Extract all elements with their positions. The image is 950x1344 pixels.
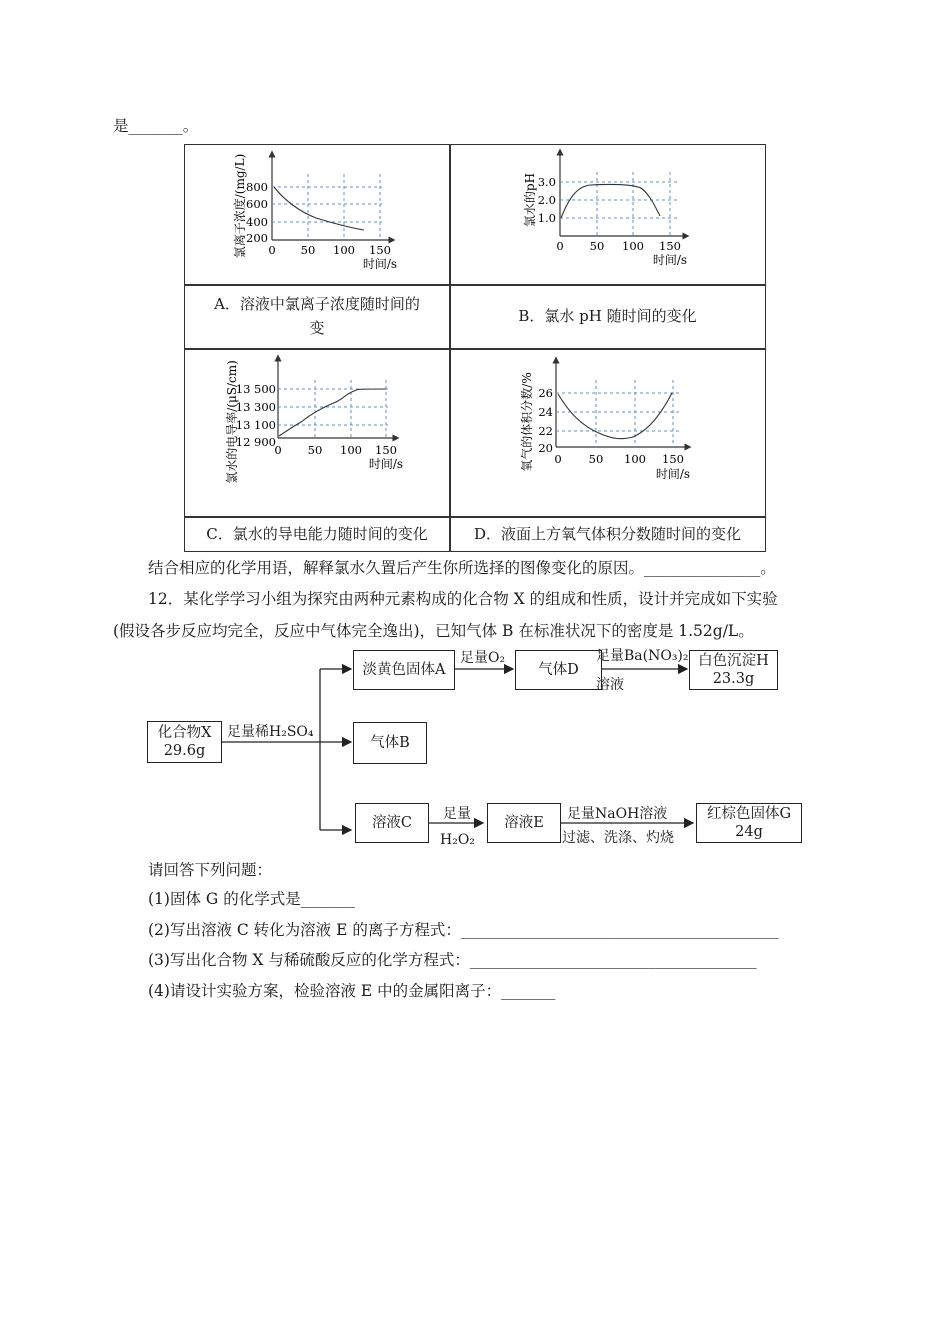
x-axis-label: 时间/s <box>655 467 691 481</box>
h2o2-label-1: 足量 <box>443 806 471 822</box>
y-axis-label: 氯水的pH <box>523 172 537 228</box>
question-1: (1)固体 G 的化学式是_______ <box>148 890 355 908</box>
ytick: 13 100 <box>235 418 276 432</box>
precipitate-h-box <box>689 650 778 690</box>
ytick: 800 <box>246 180 268 194</box>
xtick: 150 <box>662 452 684 466</box>
ytick: 26 <box>538 386 553 400</box>
ytick: 13 300 <box>235 400 276 414</box>
question-12-line-1: 12．某化学学习小组为探究由两种元素构成的化合物 X 的组成和性质，设计并完成如下实验 <box>148 590 778 608</box>
compound-x-mass: 29.6g <box>163 743 206 759</box>
ytick: 400 <box>246 215 268 229</box>
xtick: 0 <box>554 452 562 466</box>
compound-x-name: 化合物X <box>157 725 212 741</box>
ytick: 13 500 <box>235 382 276 396</box>
option-a-caption-line: 变 <box>309 319 325 337</box>
compound-x-box <box>147 721 222 763</box>
precipitate-h-name: 白色沉淀H <box>698 653 769 669</box>
xtick: 50 <box>307 443 323 457</box>
solution-e-box: 溶液E <box>487 803 561 843</box>
option-a-caption-line: A．溶液中氯离子浓度随时间的 <box>214 295 420 313</box>
graph-a-chloride-concentration <box>186 146 448 283</box>
solid-g-mass: 24g <box>735 824 763 840</box>
h2o2-label-2: H₂O₂ <box>440 832 475 848</box>
explain-prompt: 结合相应的化学用语，解释氯水久置后产生你所选择的图像变化的原因。_______________。 <box>148 559 776 577</box>
xtick: 0 <box>268 243 276 257</box>
x-axis-label: 时间/s <box>368 457 404 471</box>
oxygen-reagent-label: 足量O₂ <box>460 650 506 666</box>
xtick: 50 <box>588 452 604 466</box>
ytick: 20 <box>538 441 553 455</box>
solid-a-box: 淡黄色固体A <box>353 650 455 690</box>
ytick: 3.0 <box>537 175 556 189</box>
solution-c-box: 溶液C <box>355 803 429 843</box>
xtick: 100 <box>340 443 362 457</box>
questions-prompt: 请回答下列问题： <box>148 861 273 879</box>
ytick: 200 <box>246 231 268 245</box>
graph-d-oxygen-fraction <box>451 350 764 515</box>
answer-blank-line: 是_______。 <box>113 117 199 135</box>
ytick: 22 <box>538 424 553 438</box>
table-divider <box>184 284 766 286</box>
solid-g-name: 红棕色固体G <box>706 806 792 822</box>
xtick: 50 <box>589 239 605 253</box>
xtick: 150 <box>369 243 391 257</box>
naoh-label-1: 足量NaOH溶液 <box>567 806 668 822</box>
xtick: 100 <box>622 239 644 253</box>
xtick: 100 <box>333 243 355 257</box>
ytick: 24 <box>538 405 553 419</box>
graph-b-ph <box>451 146 764 283</box>
acid-reagent-label: 足量稀H₂SO₄ <box>227 724 314 740</box>
y-axis-label: 氯离子浓度/(mg/L) <box>233 153 247 259</box>
xtick: 150 <box>375 443 397 457</box>
xtick: 100 <box>624 452 646 466</box>
table-divider <box>184 516 766 518</box>
ytick: 600 <box>246 197 268 211</box>
question-2: (2)写出溶液 C 转化为溶液 E 的离子方程式：_________________________________________ <box>148 921 779 939</box>
y-axis-label: 氧气的体积分数/% <box>520 372 534 472</box>
precipitate-h-mass: 23.3g <box>712 671 755 687</box>
graph-c-conductivity <box>186 350 448 515</box>
option-b-caption: B．氯水 pH 随时间的变化 <box>518 307 697 325</box>
gas-b-box: 气体B <box>353 722 427 764</box>
gas-d-box: 气体D <box>515 650 602 690</box>
xtick: 150 <box>659 239 681 253</box>
option-c-caption: C．氯水的导电能力随时间的变化 <box>206 525 428 543</box>
naoh-label-2: 过滤、洗涤、灼烧 <box>562 830 674 846</box>
option-a-caption <box>186 292 448 340</box>
ytick: 1.0 <box>537 211 556 225</box>
question-4: (4)请设计实验方案，检验溶液 E 中的金属阳离子：_______ <box>148 982 556 1000</box>
option-d-caption: D．液面上方氧气体积分数随时间的变化 <box>473 525 742 543</box>
ytick: 12 900 <box>235 435 276 449</box>
barium-nitrate-label-2: 溶液 <box>596 677 624 693</box>
question-12-line-2: (假设各步反应均完全，反应中气体完全逸出)，已知气体 B 在标准状况下的密度是 1.52g/L。 <box>113 622 754 640</box>
y-axis-label: 氯水的电导率/(μS/cm) <box>225 360 239 484</box>
xtick: 0 <box>556 239 564 253</box>
question-3: (3)写出化合物 X 与稀硫酸反应的化学方程式：_____________________________________ <box>148 951 757 969</box>
ytick: 2.0 <box>537 193 556 207</box>
barium-nitrate-label: 足量Ba(NO₃)₂ <box>596 648 689 664</box>
solid-g-box <box>696 803 802 843</box>
xtick: 0 <box>274 443 282 457</box>
x-axis-label: 时间/s <box>362 257 398 271</box>
xtick: 50 <box>300 243 316 257</box>
x-axis-label: 时间/s <box>652 253 688 267</box>
